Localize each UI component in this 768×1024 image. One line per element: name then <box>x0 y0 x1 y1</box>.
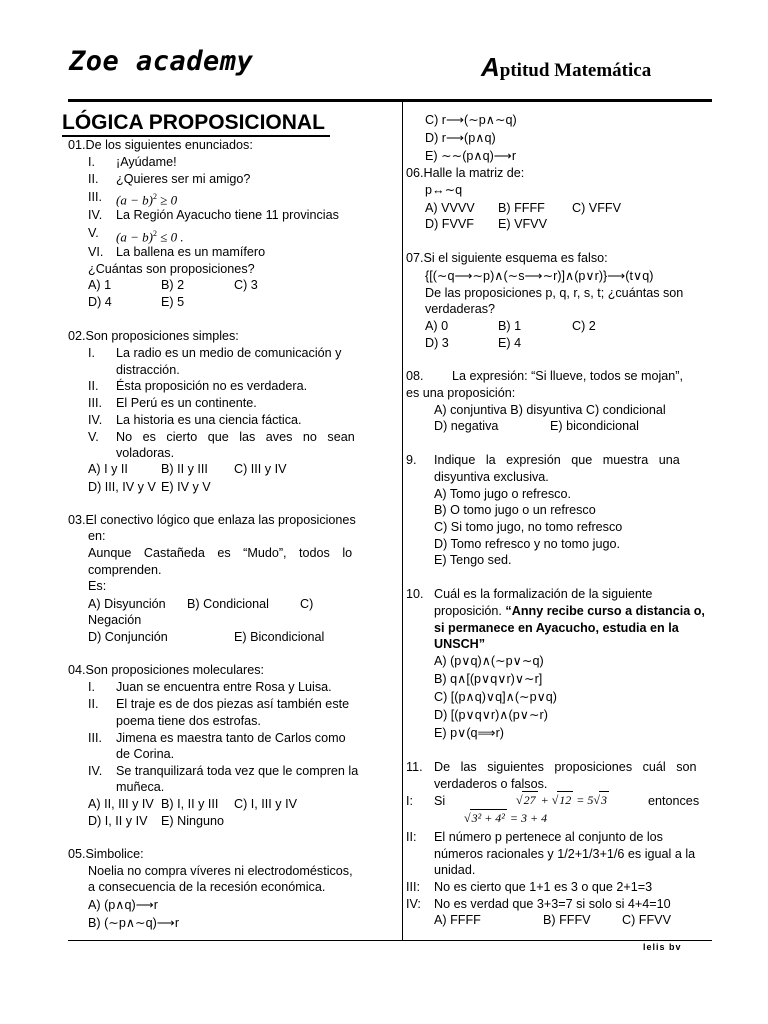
answer-option: B) Condicional <box>187 597 269 611</box>
item-text: La ballena es un mamífero <box>116 245 266 259</box>
stem-quote: “Anny recibe curso a distancia o, <box>505 604 705 618</box>
answer-option: E) 5 <box>161 295 185 309</box>
item-text-line: unidad. <box>434 863 476 877</box>
quoted-sentence-line: comprenden. <box>88 563 162 577</box>
answer-option: E) Ninguno <box>161 814 225 828</box>
item-label: IV. <box>88 413 103 427</box>
column-divider <box>402 102 403 940</box>
answer-option: C) VFFV <box>572 201 621 215</box>
question-stem-line <box>434 603 705 619</box>
header-rule <box>68 99 712 102</box>
answer-option: B) 1 <box>498 319 522 333</box>
item-label: II. <box>88 697 99 711</box>
item-text-line: distracción. <box>116 363 180 377</box>
answer-option: D) [(p∨q∨r)∧(p∨∼r) <box>434 708 548 722</box>
item-text: No es verdad que 3+3=7 si solo si 4+4=10 <box>434 897 671 911</box>
item-text: Juan se encuentra entre Rosa y Luisa. <box>116 680 332 694</box>
question-number: 10. <box>406 587 424 601</box>
item-text: La Región Ayacucho tiene 11 provincias <box>116 208 339 222</box>
subject-initial: A <box>481 52 500 82</box>
question-stem: 04.Son proposiciones moleculares: <box>68 663 265 677</box>
math-expression <box>116 226 184 245</box>
question-ask: Es: <box>88 579 107 593</box>
question-ask: De las proposiciones p, q, r, s, t; ¿cuántas son <box>425 286 684 300</box>
math-expression: √3² + 4² = 3 + 4 <box>464 811 548 825</box>
question-stem: De las siguientes proposiciones cuál son <box>434 760 697 774</box>
answer-option: D) r⟶(p∧q) <box>425 131 496 145</box>
item-text: Se tranquilizará toda vez que le compren la <box>116 764 359 778</box>
item-text-line: muñeca. <box>116 780 165 794</box>
answer-option: A) II, III y IV <box>88 797 154 811</box>
question-number: 08. <box>406 369 424 383</box>
item-label: III. <box>88 190 102 204</box>
answer-option: C) 2 <box>572 319 596 333</box>
item-text <box>116 345 361 361</box>
math-exponent: 2 <box>152 192 157 201</box>
answer-option: E) Bicondicional <box>234 630 325 644</box>
answer-option: A) (p∧q)⟶r <box>88 898 158 912</box>
item-text: ¡Ayúdame! <box>116 155 177 169</box>
math-relation: = 3 + 4 <box>509 811 548 825</box>
answer-option: D) FVVF <box>425 217 474 231</box>
question-stem-line: es una proposición: <box>406 386 516 400</box>
math-expression: √27 + √12 = 5√3 <box>516 793 607 807</box>
footer-rule <box>68 940 712 941</box>
item-text: El traje es de dos piezas así también este <box>116 697 350 711</box>
item-label: II. <box>88 172 99 186</box>
radicand: 12 <box>559 793 572 807</box>
radicand: 3 <box>600 793 607 807</box>
item-label: III. <box>88 396 102 410</box>
radicand: 27 <box>523 793 536 807</box>
answer-option: D) negativa <box>434 419 499 433</box>
answer-option: D) I, II y IV <box>88 814 148 828</box>
answer-option: A) VVVV <box>425 201 475 215</box>
quoted-sentence: Aunque Castañeda es “Mudo”, todos lo <box>88 546 353 560</box>
item-label: I. <box>88 346 95 360</box>
item-text: Jimena es maestra tanto de Carlos como <box>116 731 346 745</box>
item-text: La historia es una ciencia fáctica. <box>116 413 302 427</box>
answer-option: A) Disyunción <box>88 597 166 611</box>
answer-option: A) Tomo jugo o refresco. <box>434 487 571 501</box>
answer-option: C) III y IV <box>234 462 287 476</box>
math-relation: = 5 <box>576 793 594 807</box>
answer-option: C) I, III y IV <box>234 797 297 811</box>
question-stem: La expresión: “Si llueve, todos se mojan”, <box>452 369 684 383</box>
item-label: V. <box>88 430 99 444</box>
answer-option: C) <box>300 597 314 611</box>
answer-option: E) bicondicional <box>550 419 639 433</box>
answer-option: C) 3 <box>234 278 258 292</box>
question-stem: 01.De los siguientes enunciados: <box>68 138 253 152</box>
item-text-line: de Corina. <box>116 747 175 761</box>
answer-option: B) I, II y III <box>161 797 219 811</box>
answer-option: E) IV y V <box>161 480 211 494</box>
answer-option: E) p∨(q⟹r) <box>434 726 504 740</box>
item-text-line: poema tiene dos estrofas. <box>116 714 261 728</box>
item-label: III: <box>406 880 420 894</box>
answer-option: C) FFVV <box>622 913 671 927</box>
item-text: Ésta proposición no es verdadera. <box>116 379 308 393</box>
item-text: ¿Quieres ser mi amigo? <box>116 172 251 186</box>
question-text-line: a consecuencia de la recesión económica. <box>88 880 326 894</box>
item-label: V. <box>88 226 99 240</box>
answer-option: A) (p∨q)∧(∼p∨∼q) <box>434 654 544 668</box>
answer-option: E) Tengo sed. <box>434 553 512 567</box>
stem-quote-line: UNSCH” <box>434 637 486 651</box>
radicand: 3² + 4² <box>471 811 505 825</box>
item-label: VI. <box>88 245 104 259</box>
math-expression <box>116 189 177 208</box>
math-relation: ≥ 0 <box>156 192 178 208</box>
math-relation: ≤ 0 . <box>156 229 184 245</box>
question-ask: ¿Cuántas son proposiciones? <box>88 262 255 276</box>
answer-option: B) FFFF <box>498 201 545 215</box>
subject-title <box>481 52 651 83</box>
question-stem: 03.El conectivo lógico que enlaza las proposiciones <box>68 513 356 527</box>
item-text: El Perú es un continente. <box>116 396 257 410</box>
item-label: II. <box>88 379 99 393</box>
question-text-line: Noelia no compra víveres ni electrodomésticos, <box>88 864 353 878</box>
logic-expression: {[(∼q⟶∼p)∧(∼s⟶∼r)]∧(p∨r)}⟶(t∨q) <box>425 269 654 283</box>
answer-option: A) 0 <box>425 319 449 333</box>
item-label: IV. <box>88 208 103 222</box>
answer-option: C) r⟶(∼p∧∼q) <box>425 113 517 127</box>
question-ask-line: verdaderas? <box>425 302 496 316</box>
question-number: 9. <box>406 453 417 467</box>
question-stem: 06.Halle la matriz de: <box>406 166 525 180</box>
item-label: IV. <box>88 764 103 778</box>
footer-signature: lelis bv <box>643 942 682 952</box>
item-text-line: La radio es un medio de comunicación y <box>116 346 342 360</box>
item-text: El número p pertenece al conjunto de los <box>434 830 663 844</box>
answer-option: E) ∼∼(p∧q)⟶r <box>425 149 517 163</box>
math-base: (a − b) <box>116 229 153 245</box>
answer-option: B) (∼p∧∼q)⟶r <box>88 916 180 930</box>
stem-text: proposición. <box>434 604 502 618</box>
question-stem-line: verdaderos o falsos. <box>434 777 548 791</box>
answer-option: B) q∧[(p∨q∨r)∨∼r] <box>434 672 543 686</box>
question-stem: Cuál es la formalización de la siguiente <box>434 587 653 601</box>
item-label: I. <box>88 155 95 169</box>
question-number: 11. <box>406 760 423 774</box>
item-text: entonces <box>648 794 700 808</box>
question-stem: Indique la expresión que muestra una <box>434 453 680 467</box>
item-label: III. <box>88 731 102 745</box>
item-text-line: voladoras. <box>116 446 175 460</box>
answer-option: D) Conjunción <box>88 630 168 644</box>
answer-option: A) I y II <box>88 462 128 476</box>
answer-option: A) conjuntiva B) disyuntiva C) condicional <box>434 403 666 417</box>
item-label: IV: <box>406 897 421 911</box>
item-text-line: números racionales y 1/2+1/3+1/6 es igual a la <box>434 847 696 861</box>
answer-option: C) [(p∧q)∨q]∧(∼p∨q) <box>434 690 558 704</box>
item-label: II: <box>406 830 417 844</box>
question-stem-line: en: <box>88 529 106 543</box>
brand-title: Zoe academy <box>69 46 254 77</box>
question-stem: 05.Simbolice: <box>68 847 144 861</box>
answer-option: D) 4 <box>88 295 112 309</box>
answer-option: C) Si tomo jugo, no tomo refresco <box>434 520 623 534</box>
answer-option: B) O tomo jugo o un refresco <box>434 503 596 517</box>
question-stem: 02.Son proposiciones simples: <box>68 329 239 343</box>
math-base: (a − b) <box>116 192 153 208</box>
answer-option: E) 4 <box>498 336 522 350</box>
math-exponent: 2 <box>152 229 157 238</box>
answer-option: B) II y III <box>161 462 208 476</box>
answer-option: A) FFFF <box>434 913 481 927</box>
answer-option: D) Tomo refresco y no tomo jugo. <box>434 537 620 551</box>
page-title: LÓGICA PROPOSICIONAL <box>62 111 330 137</box>
answer-option: B) FFFV <box>543 913 591 927</box>
item-text: No es cierto que las aves no sean <box>116 430 355 444</box>
subject-rest: ptitud Matemática <box>499 60 652 81</box>
logic-expression: p↔∼q <box>425 183 463 197</box>
stem-quote-line: si permanece en Ayacucho, estudia en la <box>434 621 679 635</box>
item-label: I. <box>88 680 95 694</box>
question-stem: 07.Si el siguiente esquema es falso: <box>406 251 608 265</box>
item-label: I: <box>406 794 413 808</box>
answer-option: D) 3 <box>425 336 449 350</box>
answer-option: D) III, IV y V <box>88 480 156 494</box>
item-text: Si <box>434 794 446 808</box>
answer-option-text: Negación <box>88 613 142 627</box>
answer-option: E) VFVV <box>498 217 547 231</box>
item-text: No es cierto que 1+1 es 3 o que 2+1=3 <box>434 880 653 894</box>
question-stem-line: disyuntiva exclusiva. <box>434 470 549 484</box>
answer-option: A) 1 <box>88 278 112 292</box>
answer-option: B) 2 <box>161 278 185 292</box>
